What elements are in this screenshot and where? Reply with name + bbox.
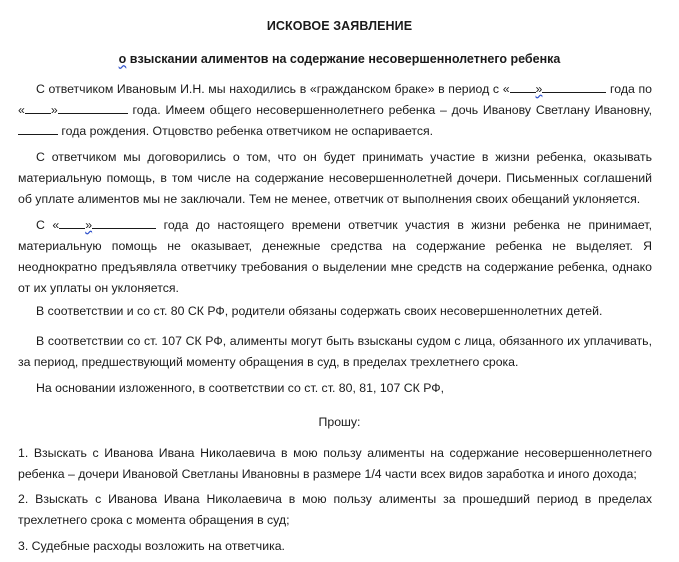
blank-field (25, 101, 51, 114)
document-subtitle (0, 52, 679, 66)
p6-text: На основании изложенного, в соответствии со ст. ст. 80, 81, 107 СК РФ, (36, 381, 445, 395)
subtitle-text: взыскании алиментов на содержание несовершеннолетнего ребенка (126, 52, 561, 66)
p1-text-c: года по « (18, 82, 652, 117)
blank-field (58, 101, 128, 114)
paragraph-4 (18, 301, 652, 322)
p1-text-a: С ответчиком Ивановым И.Н. мы находились в «гражданском браке» в период с « (36, 82, 510, 96)
p1-text-d: » (50, 103, 58, 117)
paragraph-1 (18, 79, 652, 142)
p3-text-a: С « (36, 218, 60, 232)
blank-field (542, 80, 606, 93)
p5-text: В соответствии со ст. 107 СК РФ, алименты могут быть взысканы судом с лица, обязанного их уплачивать, за период, предшествующий моменту обращения в суд, в пределах трехлетнего срока. (18, 334, 652, 369)
p1-text-e: года. Имеем общего несовершеннолетнего ребенка – дочь Иванову Светлану Ивановну, (127, 103, 652, 117)
paragraph-2 (18, 147, 652, 210)
paragraph-5 (18, 331, 652, 373)
request-heading: Прошу: (318, 415, 361, 429)
subtitle-prefix: о (118, 52, 127, 66)
request-item-2: 2. Взыскать с Иванова Ивана Николаевича в мою пользу алименты за прошедший период в пределах трехлетнего срока с момента обращения в суд; (18, 492, 652, 527)
paragraph-6 (18, 378, 652, 399)
p1-text-b: » (535, 82, 543, 96)
blank-field (92, 216, 156, 229)
p3-text-c: года до настоящего времени ответчик участия в жизни ребенка не принимает, материальную помощь не оказывает, денежные средства на содержание ребенка не выделяет. Я неоднократно предъявляла ответчику требования о выделении мне средств на содержание ребенка, однако от их уплаты он уклоняется. (18, 218, 652, 295)
p4-text: В соответствии и со ст. 80 СК РФ, родители обязаны содержать своих несовершеннолетних детей. (36, 304, 603, 318)
p2-text: С ответчиком мы договорились о том, что он будет принимать участие в жизни ребенка, оказывать материальную помощь, в том числе на содержание несовершеннолетней дочери. Письменных соглашений об уплате алиментов мы не заключали. Тем не менее, ответчик от выполнения своих обещаний уклоняется. (18, 150, 652, 206)
request-item-1: 1. Взыскать с Иванова Ивана Николаевича в мою пользу алименты на содержание несовершеннолетнего ребенка – дочери Ивановой Светланы Ивановны в размере 1/4 части всех видов заработка и иного дохода; (18, 446, 652, 481)
blank-field (59, 216, 85, 229)
blank-field (18, 122, 58, 135)
p1-text-f: года рождения. Отцовство ребенка ответчиком не оспаривается. (58, 124, 434, 138)
p3-text-b: » (85, 218, 93, 232)
paragraph-3 (18, 215, 652, 299)
request-item-3: 3. Судебные расходы возложить на ответчика. (18, 539, 285, 553)
blank-field (510, 80, 536, 93)
document-title: ИСКОВОЕ ЗАЯВЛЕНИЕ (266, 19, 413, 33)
